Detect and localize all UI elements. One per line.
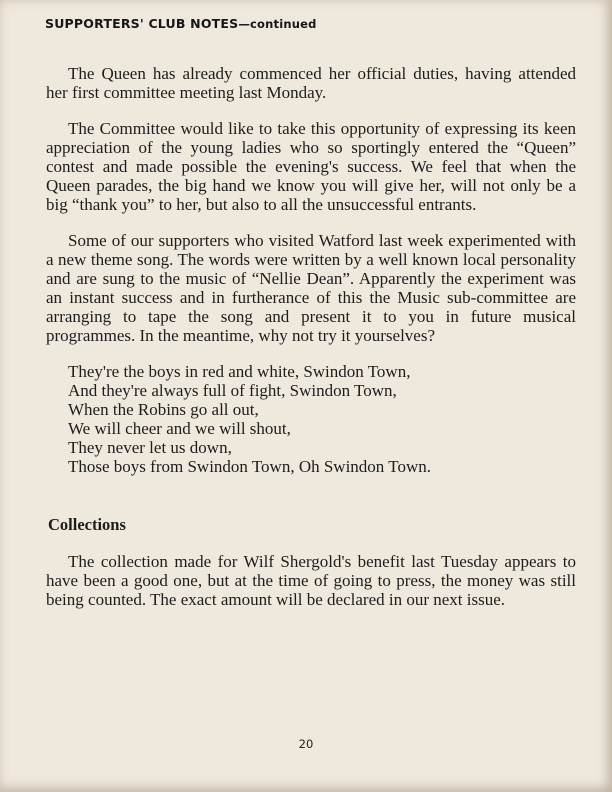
song-line: They never let us down, xyxy=(68,438,232,457)
paragraph-committee-thanks: The Committee would like to take this opportunity of expressing its keen appreciation of the young ladies who so sportingly entered the “Queen” contest and made possible the evening's success. We feel that when the Queen parades, the big hand we know you will give her, will not only be a big “thank you” to her, but also to all the unsuccessful entrants. xyxy=(46,119,576,214)
song-line: When the Robins go all out, xyxy=(68,400,259,419)
header-continued: —continued xyxy=(238,17,317,31)
song-line: We will cheer and we will shout, xyxy=(68,419,291,438)
article-body xyxy=(46,64,576,626)
paragraph-queen-duties: The Queen has already commenced her official duties, having attended her first committee meeting last Monday. xyxy=(46,64,576,102)
collections-heading: Collections xyxy=(48,515,126,534)
song-lyrics xyxy=(68,362,576,476)
song-line: They're the boys in red and white, Swindon Town, xyxy=(68,362,411,381)
header-title: SUPPORTERS' CLUB NOTES xyxy=(45,16,239,31)
paragraph-theme-song: Some of our supporters who visited Watford last week experimented with a new theme song. The words were written by a well known local personality and are sung to the music of “Nellie Dean”. Apparently the experiment was an instant success and in furtherance of this the Music sub-committee are arranging to tape the song and present it to you in future musical programmes. In the meantime, why not try it yourselves? xyxy=(46,231,576,345)
running-header xyxy=(45,16,317,31)
song-line: Those boys from Swindon Town, Oh Swindon Town. xyxy=(68,457,431,476)
page-number: 20 xyxy=(298,737,314,751)
paragraph-collections: The collection made for Wilf Shergold's benefit last Tuesday appears to have been a good one, but at the time of going to press, the money was still being counted. The exact amount will be declared in our next issue. xyxy=(46,552,576,609)
song-line: And they're always full of fight, Swindon Town, xyxy=(68,381,397,400)
